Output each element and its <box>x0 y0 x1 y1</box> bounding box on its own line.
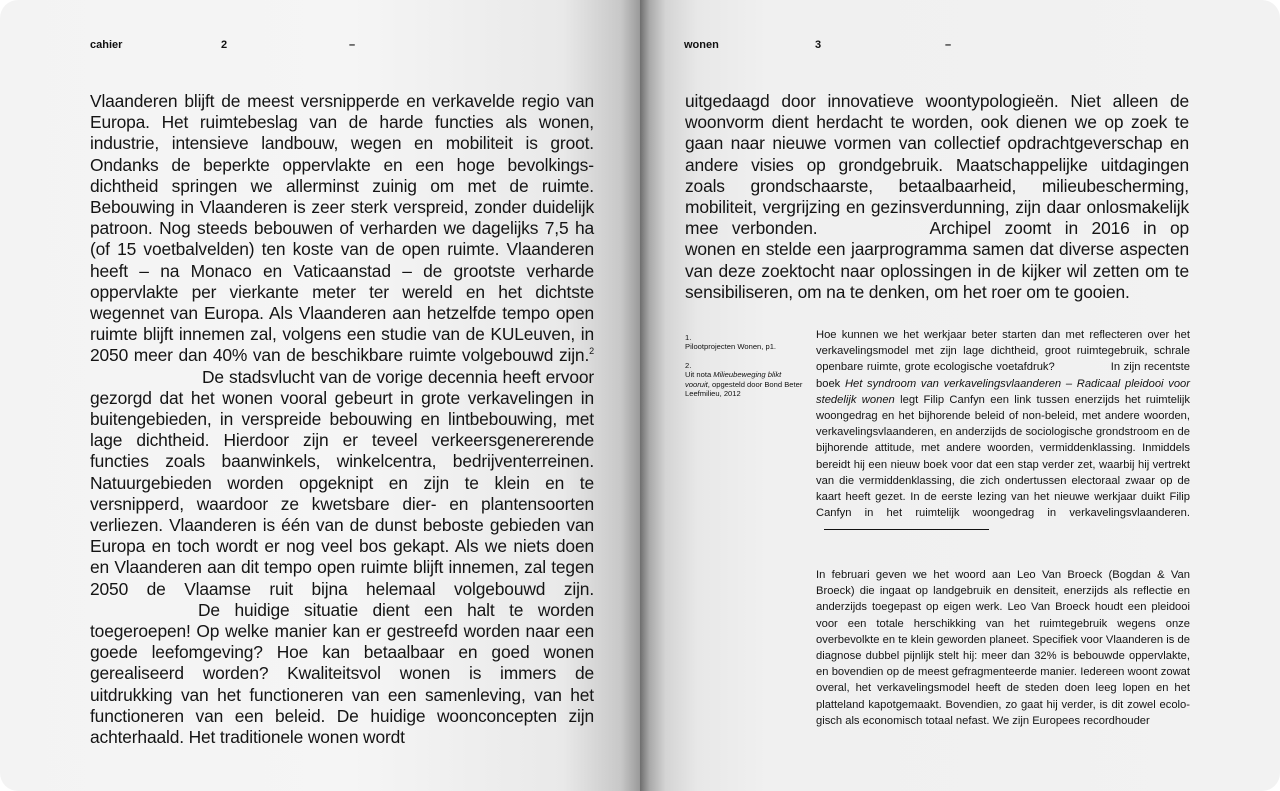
running-head-left <box>90 39 370 53</box>
footnote-2 <box>685 361 805 399</box>
running-head-word: cahier <box>90 39 123 51</box>
column-text: In februari geven we het woord aan Leo Van Broeck (Bogdan & Van Broeck) die ingaat op landgebruik en densiteit, enerzijds als reflectie en anderzijds toegepast op eigen werk. Leo Van Broeck houdt een pleidooi voor een totale herschikking van het ruimtegebruik wegens onze overbevolkte en te klein geworden planeet. Specifiek voor Vlaanderen is de diagnose dubbel pijnlijk stelt hij: meer dan 32% is bebouwde oppervlakte, en bovendien op de meest gefragmenteerde manier. Iedereen woont zowat overal, het verkavelingsmodel heeft de steden doen leeg lopen en het platteland kapotgemaakt. Bovendien, zo gaat hij verder, is dit zowel ecologisch als economisch totaal nefast. We zijn Europees recordhouder <box>816 569 1190 727</box>
footnote-number: 1. <box>685 333 692 342</box>
running-head-right <box>684 39 964 53</box>
footnote-1 <box>685 333 805 352</box>
footnote-text: Pilootprojecten Wonen, p1. <box>685 342 777 352</box>
footnote-text: , opgesteld door Bond Beter Leefmilieu, 2012 <box>685 379 803 399</box>
body-paragraph: uitgedaagd door innovatieve woontypologieën. Niet alleen de woonvorm dient herdacht te worden, ook dienen we op zoek te gaan naar nieuwe vormen van collectief opdrachtgeverschap en andere visies op grondgebruik. Maatschappelijke uitdagingen zoals grondschaarste, betaalbaarheid, milieubescherming, mobiliteit, vergrijzing en gezinsverdunning, zijn daar onlosmakelijk mee verbonden. <box>685 91 1189 239</box>
footnote-text: Uit nota <box>685 370 714 380</box>
running-head-word: wonen <box>684 39 719 51</box>
footnote-number: 2. <box>685 360 692 370</box>
footnote-title: Milieubeweging blikt vooruit <box>685 370 782 389</box>
column-paragraph-2 <box>816 567 1190 729</box>
column-paragraph-1 <box>816 327 1190 538</box>
body-paragraph: De stadsvlucht van de vorige decennia heeft ervoor gezorgd dat het wonen vooral gebeurt in grote verkavelingen in buitengebieden, in verspreide bebouwing en lintbebouwing, met lage dichtheid. Hierdoor zijn er teveel verkeersgenererende functies zoals baanwinkels, winkelcentra, bedrijventerreinen. Natuurgebieden worden opgeknipt en zijn te klein en te versnipperd, waardoor ze kwetsbare dier- en plantensoorten verliezen. Vlaanderen is één van de dunst beboste gebieden van Europa en toch wordt er nog veel bos gekapt. Als we niets doen en Vlaanderen aan dit tempo open ruimte blijft innemen, zal tegen 2050 de Vlaamse ruit bijna helemaal volgebouwd zijn. <box>90 366 594 599</box>
page-number: 2 <box>221 39 228 51</box>
column-text: Hoe kunnen we het werkjaar beter starten dan met reflecteren over het verkavelingsmodel met zijn lage dichtheid, groot ruimtegebruik, schrale openbare ruimte, grote ecologische voetafdruk? <box>816 329 1190 374</box>
left-body-text <box>90 91 594 748</box>
footnote-ref: 2 <box>589 346 594 357</box>
running-head-dash: – <box>349 39 356 51</box>
footnotes <box>685 333 805 407</box>
column-text: In zijn recentste boek <box>816 361 1190 390</box>
end-rule <box>824 529 989 530</box>
column-text: legt Filip Canfyn een link tussen enerzijds het ruimtelijk woongedrag en het bijhorende beleid of non-beleid, met andere woorden, verkavelingsvlaanderen, en anderzijds de sociologische grondstroom en de bijhorende attitude, met andere woorden, vermiddenklassing. Inmiddels bereidt hij een nieuw boek voor dat een stap verder zet, waarbij hij vertrekt van die vermiddenklassing, die zich ondertussen electoraal zwaar op de kaart heeft gezet. In de eerste lezing van het nieuwe werkjaar duikt Filip Canfyn in het ruimtelijk woongedrag in verkavelingsvlaanderen. <box>816 393 1190 520</box>
body-paragraph: De huidige situatie dient een halt te worden toegeroepen! Op welke manier kan er gestreefd worden naar een goede leefomgeving? Hoe kan betaalbaar en goed wonen gerealiseerd worden? Kwaliteitsvol wonen is immers de uitdrukking van het functioneren van een samenleving, van het functioneren van een beleid. De huidige woonconcepten zijn achterhaald. Het traditionele wonen wordt <box>90 599 594 748</box>
body-paragraph: Archipel zoomt in 2016 in op wonen en stelde een jaarprogramma samen dat diverse aspecten van deze zoektocht naar oplossingen in de kijker wil zetten om te sensibiliseren, om na te denken, om het roer om te gooien. <box>685 218 1189 302</box>
page-number: 3 <box>815 39 822 51</box>
running-head-dash: – <box>945 39 952 51</box>
book-title: Het syndroom van verkavelingsvlaanderen – Radicaal pleidooi voor stedelijk wonen <box>816 377 1190 406</box>
body-paragraph: Vlaanderen blijft de meest versnipperde en verkavelde regio van Europa. Het ruimtebeslag van de harde functies als wonen, industrie, intensieve landbouw, wegen en mobiliteit is groot. Ondanks de beperkte oppervlakte en een hoge bevolkingsdichtheid springen we allerminst zuinig om met de ruimte. Bebouwing in Vlaanderen is zeer sterk verspreid, zonder duidelijk patroon. Nog steeds bebouwen of verharden we dagelijks 7,5 ha (of 15 voetbalvelden) ten koste van de open ruimte. Vlaanderen heeft – na Monaco en Vaticaanstad – de grootste verharde oppervlakte per vierkante meter ter wereld en het dichtste wegennet van Europa. Als Vlaanderen aan hetzelfde tempo open ruimte blijft innemen zal, volgens een studie van de KULeuven, in 2050 meer dan 40% van de beschikbare ruimte volgebouwd zijn. <box>90 91 594 366</box>
right-body-text <box>685 91 1189 303</box>
